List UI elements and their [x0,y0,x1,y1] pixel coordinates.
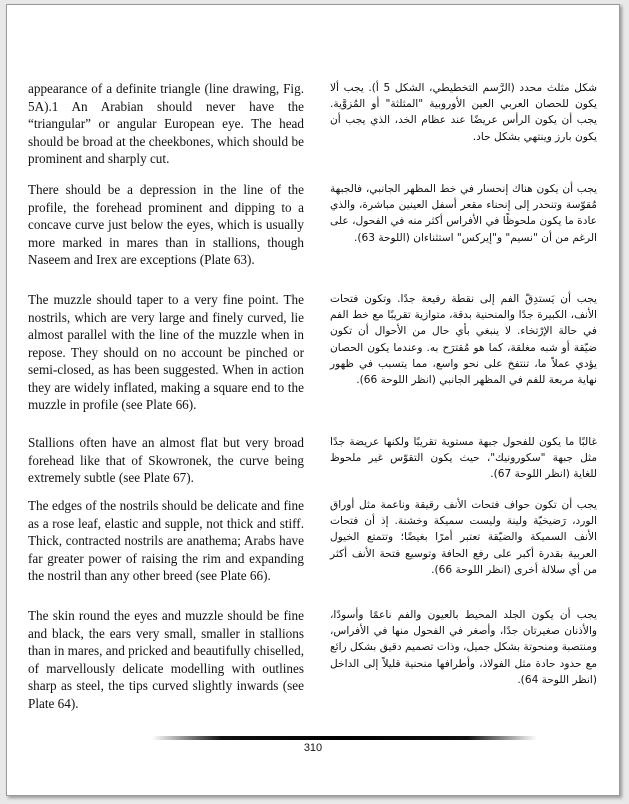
footer-divider [152,736,537,740]
english-paragraph: The edges of the nostrils should be delicate and fine as a rose leaf, elastic and supple, not thick and stiff. Thick, contracted nostrils are anathema; Arabs have far greater power of raising the rim and expanding the nostril than any other breed (see Plate 66). [28,498,304,583]
english-paragraph: The muzzle should taper to a very fine point. The nostrils, which are very large and finely curved, lie almost parallel with the line of the muzzle when in repose. They should on no account be pinched or semi-closed, as has been suggested. When in action they are widely inflated, making a square end to the muzzle in profile (see Plate 66). [28,292,304,412]
document-page [6,4,620,796]
english-paragraph: Stallions often have an almost flat but very broad forehead like that of Skowronek, the curve being extremely subtle (see Plate 67). [28,435,304,485]
arabic-paragraph: يجب أن يكون الجلد المحيط بالعيون والفم ناعمًا وأسودًا، والأذنان صغيرتان جدًا، وأصغر في الفحول منها في الأفراس، ومنتصبة ومنحوتة بشكل جميل، وذات تصميم دقيق بشكل رائع مع حدود حادة مثل الفولاذ، وأطرافها منحنية قليلاً إلى الداخل (انظر اللوحة 64). [330,609,597,686]
arabic-paragraph: غالبًا ما يكون للفحول جبهة مستوية تقريبًا ولكنها عريضة جدًا مثل جبهة "سكورونيك"، حيث يكون التقوّس غير ملحوظ للغاية (انظر اللوحة 67). [330,436,597,481]
english-paragraph: appearance of a definite triangle (line drawing, Fig. 5A).1 An Arabian should never have the “triangular” or angular European eye. The head should be broad at the cheekbones, which should be prominent and sharply cut. [28,81,304,166]
arabic-paragraph: يجب أن تكون حواف فتحات الأنف رقيقة وناعمة مثل أوراق الورد، رَضيخيّة ولينة وليست سميكة وخشنة. إذ أن فتحات الأنف السميكة والضيّقة تعتبر أمرًا بغيضًا؛ وتتمتع الخيول العربية بقدرة أكبر على رفع الحافة وتوسيع فتحة الأنف أكثر من أي سلالة أخرى (انظر اللوحة 66). [330,499,597,576]
page-number: 310 [303,742,323,754]
english-paragraph: The skin round the eyes and muzzle should be fine and black, the ears very small, smaller in stallions than in mares, and pricked and beautifully chiselled, of marvellously delicate modelling with outlines sharp as steel, the tips curved slightly inwards (see Plate 64). [28,608,304,711]
arabic-paragraph: شكل مثلث محدد (الرَّسم التخطيطي، الشكل 5 أ). يجب ألا يكون للحصان العربي العين الأوروبية "المثلثة" أو المُزوَّية. يجب أن يكون الرأس عريضًا عند عظام الخد، الذي يجب أن يكون بارز وينتهي بشكل حاد. [330,82,597,143]
arabic-paragraph: يجب أن يكون هناك إنحسار في خط المظهر الجانبي، فالجبهة مُقوّسة وتنحدر إلى إنحناء مقعر أسفل العينين مباشرة، والذي عادة ما يكون ملحوظًا في الأفراس أكثر منه في الفحول، على الرغم من أن "نسيم" و"إيركس" استثناءان (اللوحة 63). [330,183,597,244]
arabic-paragraph: يجب أن يَستدِقّ الفم إلى نقطة رفيعة جدًا. وتكون فتحات الأنف، الكبيرة جدًا والمنحنية بدقة، متوازية تقريبًا مع خط الفم في حالة الإرْتخاء. لا ينبغي بأي حال من الأحوال أن تكون ضيّقة أو شبه مغلقة، كما هو مُقترَح به. وعندما يكون الحصان يؤدي عملاً ما، تنتفخ على نحو واسع، مما يتسبب في ظهور نهاية مربعة للفم في المظهر الجانبي (انظر اللوحة 66). [330,293,597,387]
english-paragraph: There should be a depression in the line of the profile, the forehead prominent and dipping to a concave curve just below the eyes, which is usually more marked in mares than in stallions, though Naseem and Irex are exceptions (Plate 63). [28,182,304,267]
